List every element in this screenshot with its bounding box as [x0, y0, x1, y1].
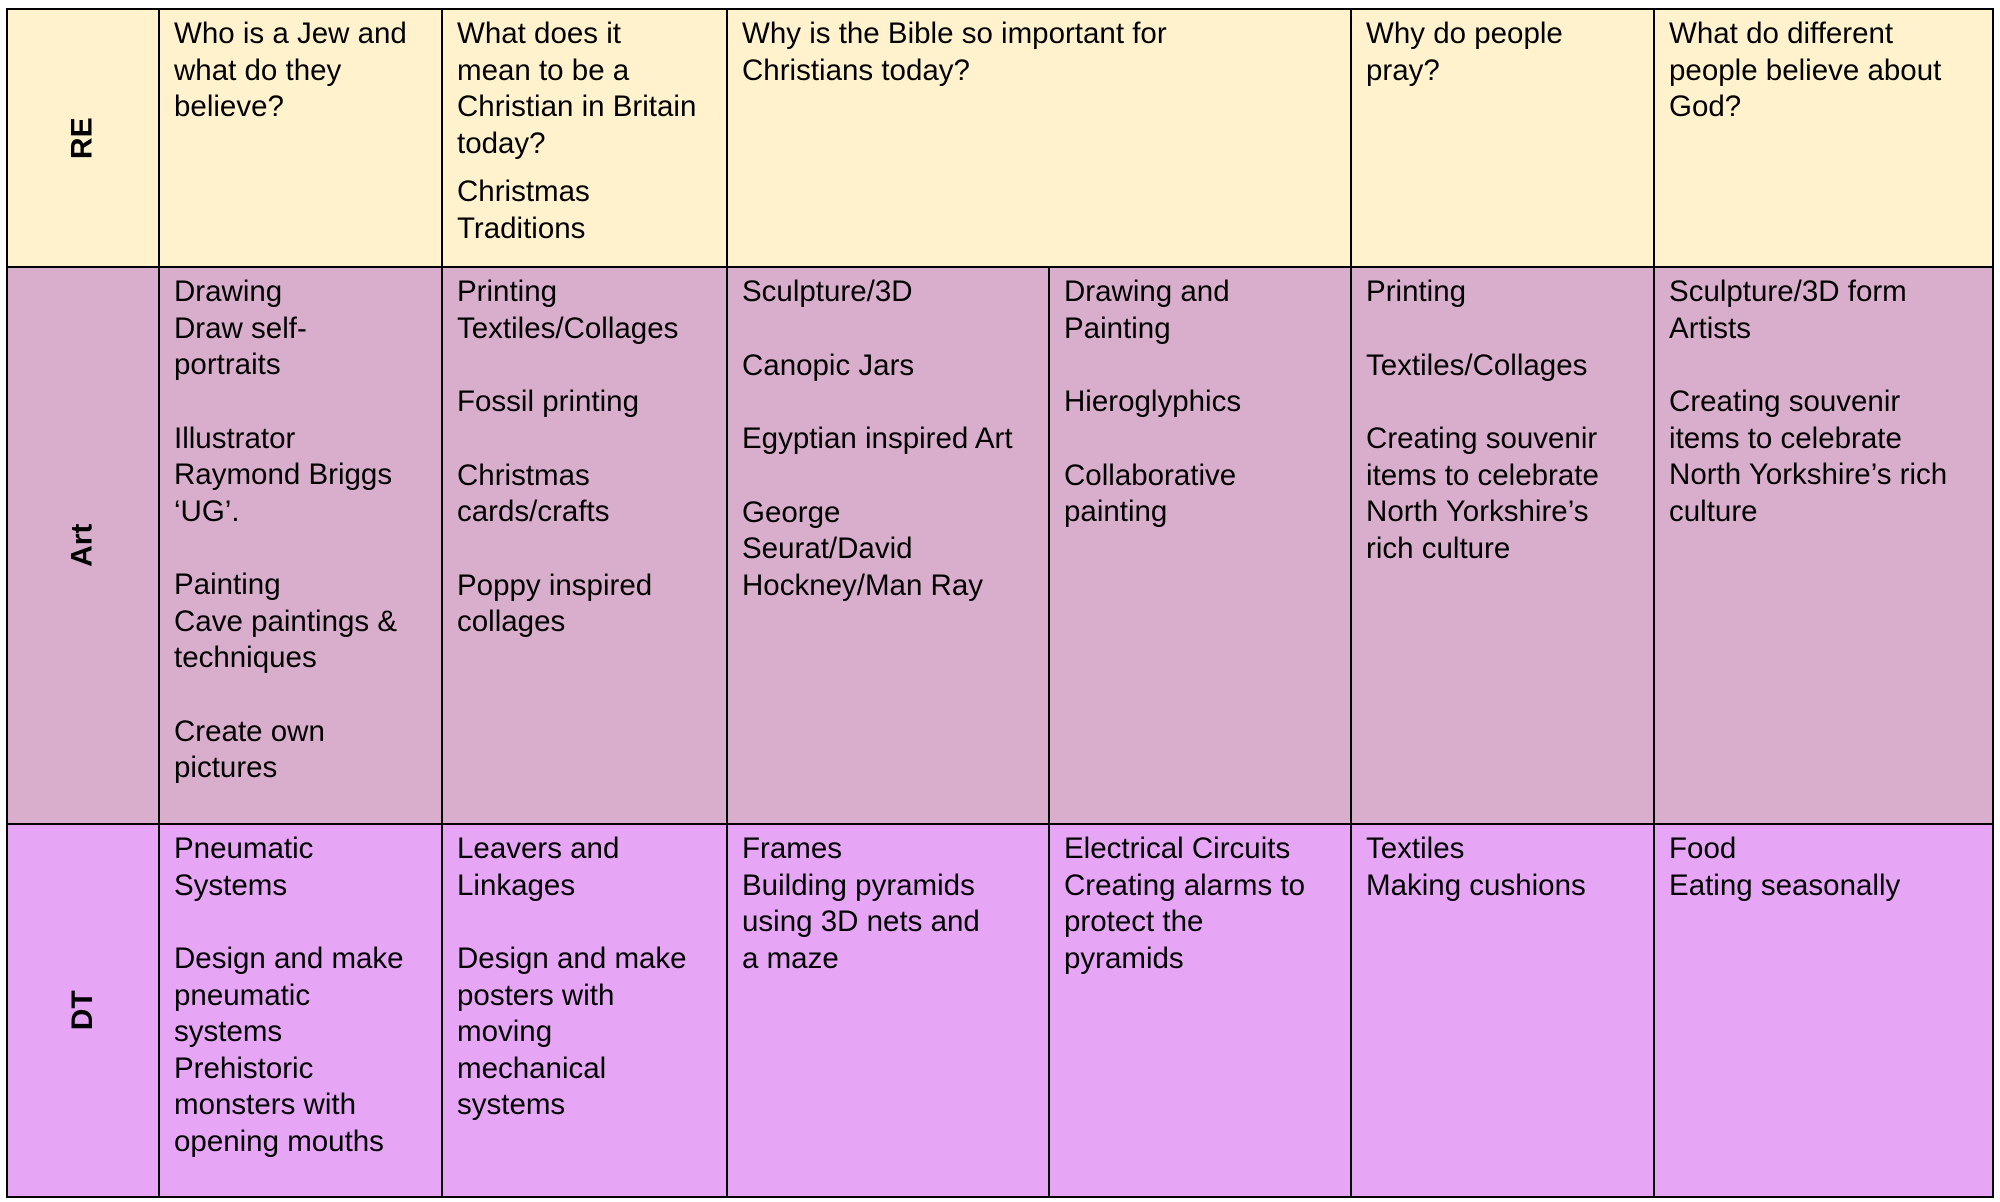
text-line: pneumatic — [174, 978, 311, 1012]
text-line: Christmas — [457, 175, 590, 208]
text-line: Collaborative — [1064, 458, 1237, 492]
text-line: What does it — [457, 17, 621, 50]
text-line: Building pyramids — [742, 868, 975, 902]
text-line: believe? — [174, 90, 284, 123]
text-line: what do they — [174, 53, 342, 87]
text-line: North Yorkshire’s — [1366, 495, 1589, 528]
subject-cell-re — [7, 9, 159, 267]
text-line: Christian in Britain — [457, 90, 697, 123]
text-line: systems — [174, 1015, 283, 1048]
text-line: Textiles/Collages — [457, 311, 679, 345]
text-line: Electrical Circuits — [1064, 832, 1291, 865]
text-line: Pneumatic — [174, 832, 314, 865]
row-art — [7, 267, 1993, 824]
text-line: Christmas — [457, 458, 590, 492]
text-line: Poppy inspired — [457, 568, 653, 602]
text-line: God? — [1669, 90, 1742, 123]
dt-cell-5 — [1351, 824, 1654, 1197]
row-re — [7, 9, 1993, 267]
text-line: Systems — [174, 868, 288, 902]
text-line: Who is a Jew and — [174, 17, 407, 50]
text-line: Create own — [174, 714, 325, 748]
art-cell-4 — [1049, 267, 1351, 824]
text-line: Design and make — [457, 942, 687, 975]
re-cell-4 — [1351, 9, 1654, 267]
text-line: Fossil printing — [457, 385, 639, 418]
text-line: protect the — [1064, 905, 1204, 938]
re-cell-1 — [159, 9, 442, 267]
text-line: pictures — [174, 751, 278, 784]
curriculum-table — [6, 8, 1994, 1198]
subject-label-dt: DT — [65, 990, 99, 1031]
text-line: pray? — [1366, 53, 1440, 87]
text-line: mechanical — [457, 1051, 607, 1085]
text-line: Canopic Jars — [742, 348, 915, 382]
text-line: Creating souvenir — [1669, 385, 1901, 418]
text-line: cards/crafts — [457, 495, 610, 528]
text-line: pyramids — [1064, 941, 1184, 975]
text-line: Frames — [742, 832, 842, 865]
re-cell-2 — [442, 9, 727, 267]
art-cell-3 — [727, 267, 1049, 824]
text-line: Creating souvenir — [1366, 422, 1598, 455]
text-line: Printing — [457, 275, 558, 308]
text-line: today? — [457, 126, 546, 160]
text-line: Drawing — [174, 275, 283, 308]
text-line: Design and make — [174, 942, 404, 975]
text-line: using 3D nets and — [742, 905, 980, 938]
text-line: opening mouths — [174, 1124, 384, 1158]
text-line: items to celebrate — [1669, 421, 1902, 455]
dt-cell-4 — [1049, 824, 1351, 1197]
text-line: systems — [457, 1088, 566, 1121]
text-line: Why do people — [1366, 17, 1563, 50]
text-line: Traditions — [457, 211, 586, 245]
subject-cell-art — [7, 267, 159, 824]
text-line: Eating seasonally — [1669, 868, 1901, 902]
text-line: Leavers and — [457, 832, 620, 865]
text-line: moving — [457, 1015, 553, 1048]
text-line: techniques — [174, 641, 317, 674]
text-line: Textiles — [1366, 832, 1465, 865]
text-line: Christians today? — [742, 53, 970, 87]
text-line: rich culture — [1366, 531, 1511, 565]
dt-cell-1 — [159, 824, 442, 1197]
text-line: mean to be a — [457, 53, 630, 87]
text-line: Sculpture/3D form — [1669, 275, 1907, 308]
art-cell-2 — [442, 267, 727, 824]
text-line: items to celebrate — [1366, 458, 1599, 492]
subject-cell-dt — [7, 824, 159, 1197]
text-line: Why is the Bible so important for — [742, 17, 1167, 50]
dt-cell-6 — [1654, 824, 1993, 1197]
text-line: Painting — [1064, 311, 1171, 345]
text-line: Seurat/David — [742, 532, 913, 565]
text-line: a maze — [742, 941, 839, 975]
text-line: Linkages — [457, 868, 576, 902]
text-line: Painting — [174, 568, 281, 601]
text-line: Raymond Briggs — [174, 458, 393, 491]
subject-label-art: Art — [65, 523, 99, 568]
text-line: Sculpture/3D — [742, 275, 913, 308]
text-line: posters with — [457, 978, 615, 1012]
art-cell-5 — [1351, 267, 1654, 824]
text-line: Hieroglyphics — [1064, 385, 1242, 418]
text-line: Making cushions — [1366, 868, 1586, 902]
dt-cell-3 — [727, 824, 1049, 1197]
text-line: Egyptian inspired Art — [742, 422, 1013, 455]
text-line: Textiles/Collages — [1366, 348, 1588, 382]
text-line: Illustrator — [174, 421, 296, 455]
text-line: Printing — [1366, 275, 1467, 308]
dt-cell-2 — [442, 824, 727, 1197]
re-cell-3 — [727, 9, 1351, 267]
text-line: Food — [1669, 832, 1737, 865]
subject-label-re: RE — [65, 117, 99, 159]
text-line: people believe about — [1669, 53, 1942, 87]
text-line: painting — [1064, 495, 1168, 528]
text-line: Hockney/Man Ray — [742, 568, 984, 602]
re-cell-5 — [1654, 9, 1993, 267]
text-line: collages — [457, 605, 566, 638]
text-line: Draw self- — [174, 311, 307, 345]
art-cell-1 — [159, 267, 442, 824]
text-line: North Yorkshire’s rich — [1669, 458, 1948, 491]
text-line: Artists — [1669, 311, 1751, 345]
text-line: portraits — [174, 348, 281, 381]
text-line: Cave paintings & — [174, 604, 398, 638]
text-line: culture — [1669, 494, 1758, 528]
text-line: monsters with — [174, 1088, 356, 1121]
text-line: What do different — [1669, 17, 1894, 50]
art-cell-6 — [1654, 267, 1993, 824]
text-line: ‘UG’. — [174, 494, 240, 528]
text-line: Drawing and — [1064, 275, 1230, 308]
text-line: Prehistoric — [174, 1051, 314, 1085]
text-line: George — [742, 495, 841, 529]
row-dt — [7, 824, 1993, 1197]
text-line: Creating alarms to — [1064, 868, 1306, 902]
